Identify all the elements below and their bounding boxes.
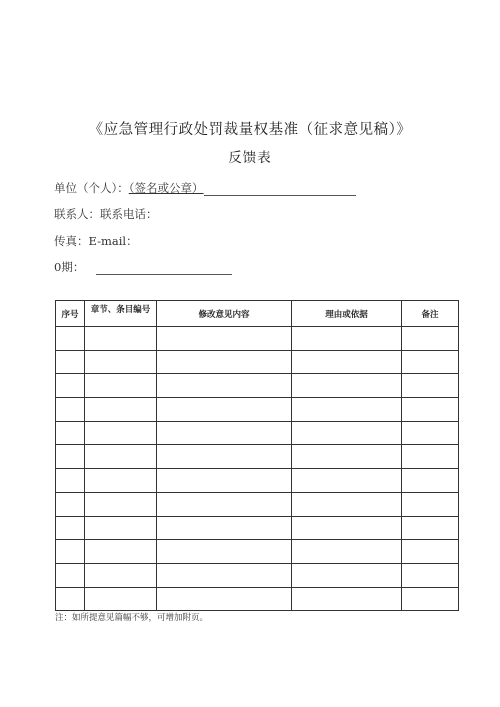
table-cell[interactable]	[157, 374, 292, 398]
table-cell[interactable]	[85, 421, 157, 445]
table-cell[interactable]	[85, 516, 157, 540]
table-cell[interactable]	[157, 587, 292, 611]
unit-field	[54, 180, 356, 196]
table-cell[interactable]	[56, 445, 85, 469]
table-row	[56, 445, 459, 469]
footnote: 注：如所提意见篇幅不够，可增加附页。	[55, 613, 209, 623]
table-cell[interactable]	[157, 350, 292, 374]
table-cell[interactable]	[85, 492, 157, 516]
table-cell[interactable]	[292, 421, 402, 445]
unit-underline[interactable]	[204, 182, 356, 196]
table-cell[interactable]	[402, 516, 459, 540]
table-body	[56, 327, 459, 611]
table-cell[interactable]	[85, 563, 157, 587]
fax-email-label: 传真：E-mail：	[54, 234, 138, 248]
table-cell[interactable]	[292, 587, 402, 611]
table-cell[interactable]	[402, 563, 459, 587]
table-cell[interactable]	[56, 563, 85, 587]
document-title: 《应急管理行政处罚裁量权基准（征求意见稿）》	[88, 122, 412, 138]
document-subtitle: 反馈表	[228, 150, 272, 166]
table-row	[56, 421, 459, 445]
table-cell[interactable]	[56, 350, 85, 374]
table-cell[interactable]	[56, 374, 85, 398]
header-serial: 序号	[56, 301, 85, 327]
table-cell[interactable]	[157, 540, 292, 564]
table-cell[interactable]	[402, 492, 459, 516]
table-cell[interactable]	[56, 492, 85, 516]
table-cell[interactable]	[157, 398, 292, 422]
contact-field	[54, 206, 158, 222]
table-cell[interactable]	[292, 398, 402, 422]
table-row	[56, 327, 459, 351]
date-underline[interactable]	[96, 261, 232, 275]
table-cell[interactable]	[402, 469, 459, 493]
table-cell[interactable]	[402, 587, 459, 611]
table-cell[interactable]	[292, 374, 402, 398]
table-cell[interactable]	[85, 327, 157, 351]
table-cell[interactable]	[56, 587, 85, 611]
table-cell[interactable]	[157, 327, 292, 351]
table-row	[56, 587, 459, 611]
table-cell[interactable]	[402, 374, 459, 398]
table-cell[interactable]	[292, 563, 402, 587]
header-reason: 理由或依据	[292, 301, 402, 327]
table-cell[interactable]	[56, 398, 85, 422]
table-cell[interactable]	[56, 469, 85, 493]
table-cell[interactable]	[85, 374, 157, 398]
table-row	[56, 374, 459, 398]
table-cell[interactable]	[402, 350, 459, 374]
table-row	[56, 398, 459, 422]
table-cell[interactable]	[157, 469, 292, 493]
date-field	[54, 259, 232, 275]
table-cell[interactable]	[56, 516, 85, 540]
table-row	[56, 540, 459, 564]
table-cell[interactable]	[157, 492, 292, 516]
contact-label: 联系人：联系电话：	[54, 207, 158, 221]
table-cell[interactable]	[157, 563, 292, 587]
table-cell[interactable]	[402, 445, 459, 469]
fax-email-field	[54, 233, 138, 249]
table-row	[56, 516, 459, 540]
table-cell[interactable]	[292, 350, 402, 374]
table-cell[interactable]	[292, 469, 402, 493]
table-cell[interactable]	[56, 421, 85, 445]
header-section-number: 章节、条目编号	[85, 301, 157, 327]
table-cell[interactable]	[292, 327, 402, 351]
table-cell[interactable]	[402, 421, 459, 445]
table-cell[interactable]	[157, 445, 292, 469]
table-row	[56, 350, 459, 374]
table-cell[interactable]	[402, 398, 459, 422]
table-cell[interactable]	[85, 469, 157, 493]
feedback-table	[55, 300, 459, 611]
header-revision-content: 修改意见内容	[157, 301, 292, 327]
table-cell[interactable]	[157, 516, 292, 540]
header-remarks: 备注	[402, 301, 459, 327]
table-cell[interactable]	[157, 421, 292, 445]
table-cell[interactable]	[85, 445, 157, 469]
unit-label: 单位（个人）：	[54, 181, 129, 195]
date-label: 0期：	[54, 260, 85, 274]
table-cell[interactable]	[56, 540, 85, 564]
table-cell[interactable]	[292, 445, 402, 469]
table-cell[interactable]	[85, 350, 157, 374]
table-cell[interactable]	[402, 540, 459, 564]
table-row	[56, 469, 459, 493]
signature-hint: （签名或公章）	[128, 181, 204, 195]
table-cell[interactable]	[292, 540, 402, 564]
table-row	[56, 492, 459, 516]
table-cell[interactable]	[85, 540, 157, 564]
table-row	[56, 563, 459, 587]
table-cell[interactable]	[85, 587, 157, 611]
table-cell[interactable]	[292, 492, 402, 516]
table-header-row	[56, 301, 459, 327]
table-cell[interactable]	[292, 516, 402, 540]
table-cell[interactable]	[402, 327, 459, 351]
table-cell[interactable]	[56, 327, 85, 351]
table-cell[interactable]	[85, 398, 157, 422]
